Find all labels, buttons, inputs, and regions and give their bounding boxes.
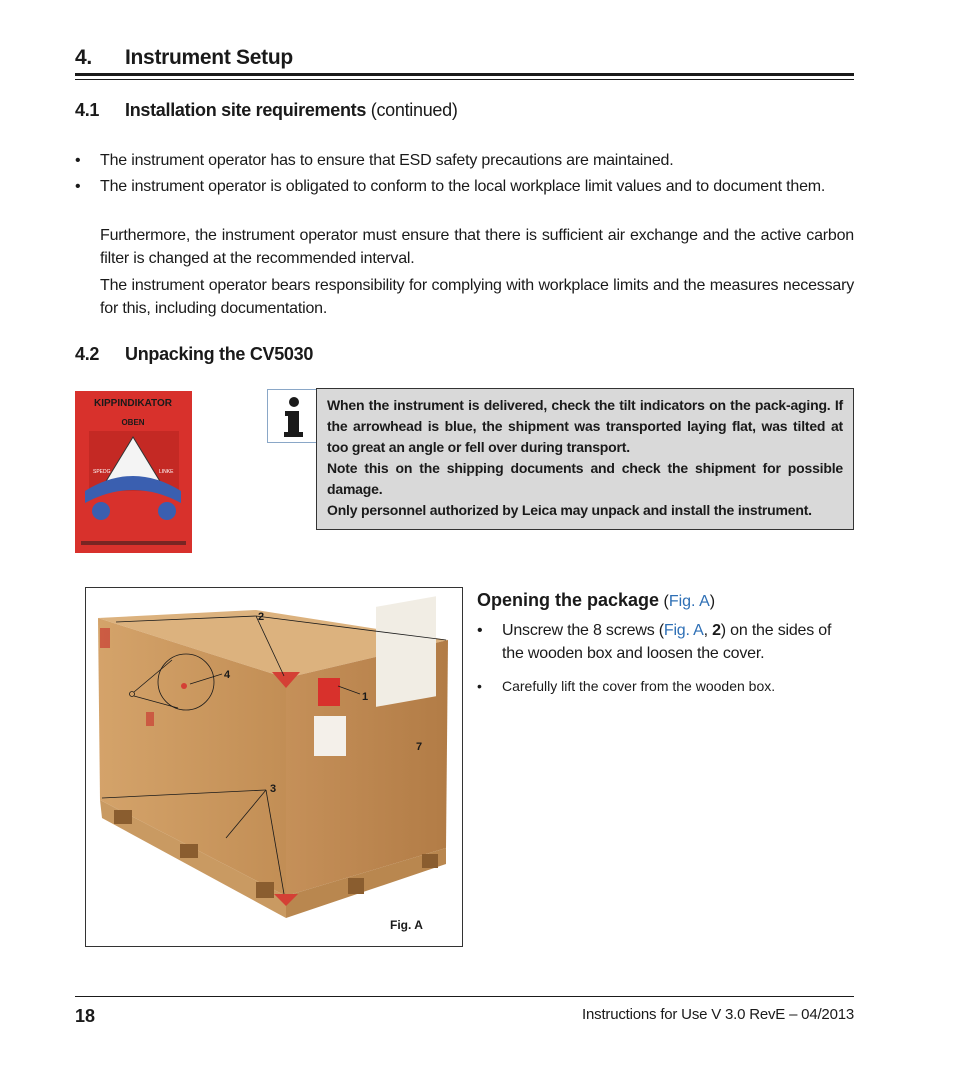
callout-2: 2	[258, 611, 265, 623]
callout-3: 3	[270, 783, 277, 795]
bullet-dot: •	[477, 678, 482, 694]
paragraph-air-exchange: Furthermore, the instrument operator must ensure that there is sufficient air exchange and the active carbon filter is changed at the recommended interval.	[100, 227, 854, 267]
tilt-label-left: SPEDG	[93, 469, 111, 475]
bullet-dot: •	[75, 178, 81, 195]
subsection-suffix: (continued)	[366, 100, 458, 120]
figure-label: Fig. A	[390, 918, 423, 932]
section-number: 4.	[75, 46, 92, 69]
page-number: 18	[75, 1006, 96, 1026]
opening-package-heading	[477, 590, 715, 611]
unscrew-sep: ,	[703, 622, 713, 639]
section-heading	[75, 46, 293, 70]
subsection-4-2-heading	[75, 344, 313, 365]
bullet-dot: •	[75, 152, 81, 169]
unscrew-post: ) on the sides of the wooden box and loosen the cover.	[502, 622, 832, 662]
tilt-label-oben: OBEN	[121, 418, 145, 427]
bullet-text: The instrument operator is obligated to conform to the local workplace limit values and to document them.	[100, 178, 826, 195]
subsection-number: 4.2	[75, 344, 100, 364]
bullet-dot: •	[477, 622, 483, 639]
subsection-number: 4.1	[75, 100, 100, 120]
tilt-indicator-image	[75, 391, 192, 553]
callout-1: 1	[362, 691, 369, 703]
callout-7: 7	[416, 741, 423, 753]
bullet-limits	[75, 175, 854, 198]
bullet-text: Carefully lift the cover from the wooden box.	[502, 678, 776, 694]
section-title: Instrument Setup	[125, 46, 293, 69]
callout-4: 4	[224, 669, 231, 681]
footer-rule	[75, 996, 854, 997]
subsection-title: Unpacking the CV5030	[125, 344, 314, 364]
bullet-esd	[75, 149, 854, 172]
unscrew-callout-ref: 2	[712, 622, 721, 639]
bullet-text: The instrument operator has to ensure that ESD safety precautions are maintained.	[100, 152, 674, 169]
ref-close: )	[709, 593, 716, 610]
info-icon	[267, 389, 317, 443]
info-box	[316, 388, 854, 530]
fig-a-link[interactable]: Fig. A	[663, 622, 704, 639]
footer-doc-info: Instructions for Use V 3.0 RevE – 04/2013	[582, 1006, 854, 1023]
opening-title: Opening the package	[477, 590, 660, 610]
bullet-unscrew	[477, 619, 854, 665]
info-text-authorized: Only personnel authorized by Leica may unpack and install the instrument.	[327, 502, 812, 518]
subsection-4-1-heading	[75, 100, 458, 121]
tilt-indicator-graphic	[75, 391, 192, 553]
tilt-label-right: LINKE	[159, 469, 174, 475]
info-text-note: Note this on the shipping documents and check the shipment for possible damage.	[327, 460, 843, 497]
fig-a-link[interactable]: Fig. A	[668, 593, 710, 610]
bullet-lift-cover	[477, 676, 854, 696]
subsection-title: Installation site requirements	[125, 100, 367, 120]
unscrew-pre: Unscrew the 8 screws (	[502, 622, 664, 639]
paragraph-responsibility: The instrument operator bears responsibility for complying with workplace limits and the measures necessary for this, including documentation.	[100, 277, 854, 317]
tilt-label-top: KIPPINDIKATOR	[94, 398, 172, 409]
header-rule-thin	[75, 79, 854, 80]
header-rule-thick	[75, 73, 854, 76]
wooden-box-illustration	[86, 588, 462, 946]
info-text-tilt: When the instrument is delivered, check the tilt indicators on the pack-aging. If the arrowhead is blue, the shipment was transported laying flat, was tilted at too great an angle or fell over during transport.	[327, 397, 843, 455]
figure-a-frame	[85, 587, 463, 947]
ref-open: (	[659, 593, 669, 610]
bullet-text	[502, 619, 854, 665]
